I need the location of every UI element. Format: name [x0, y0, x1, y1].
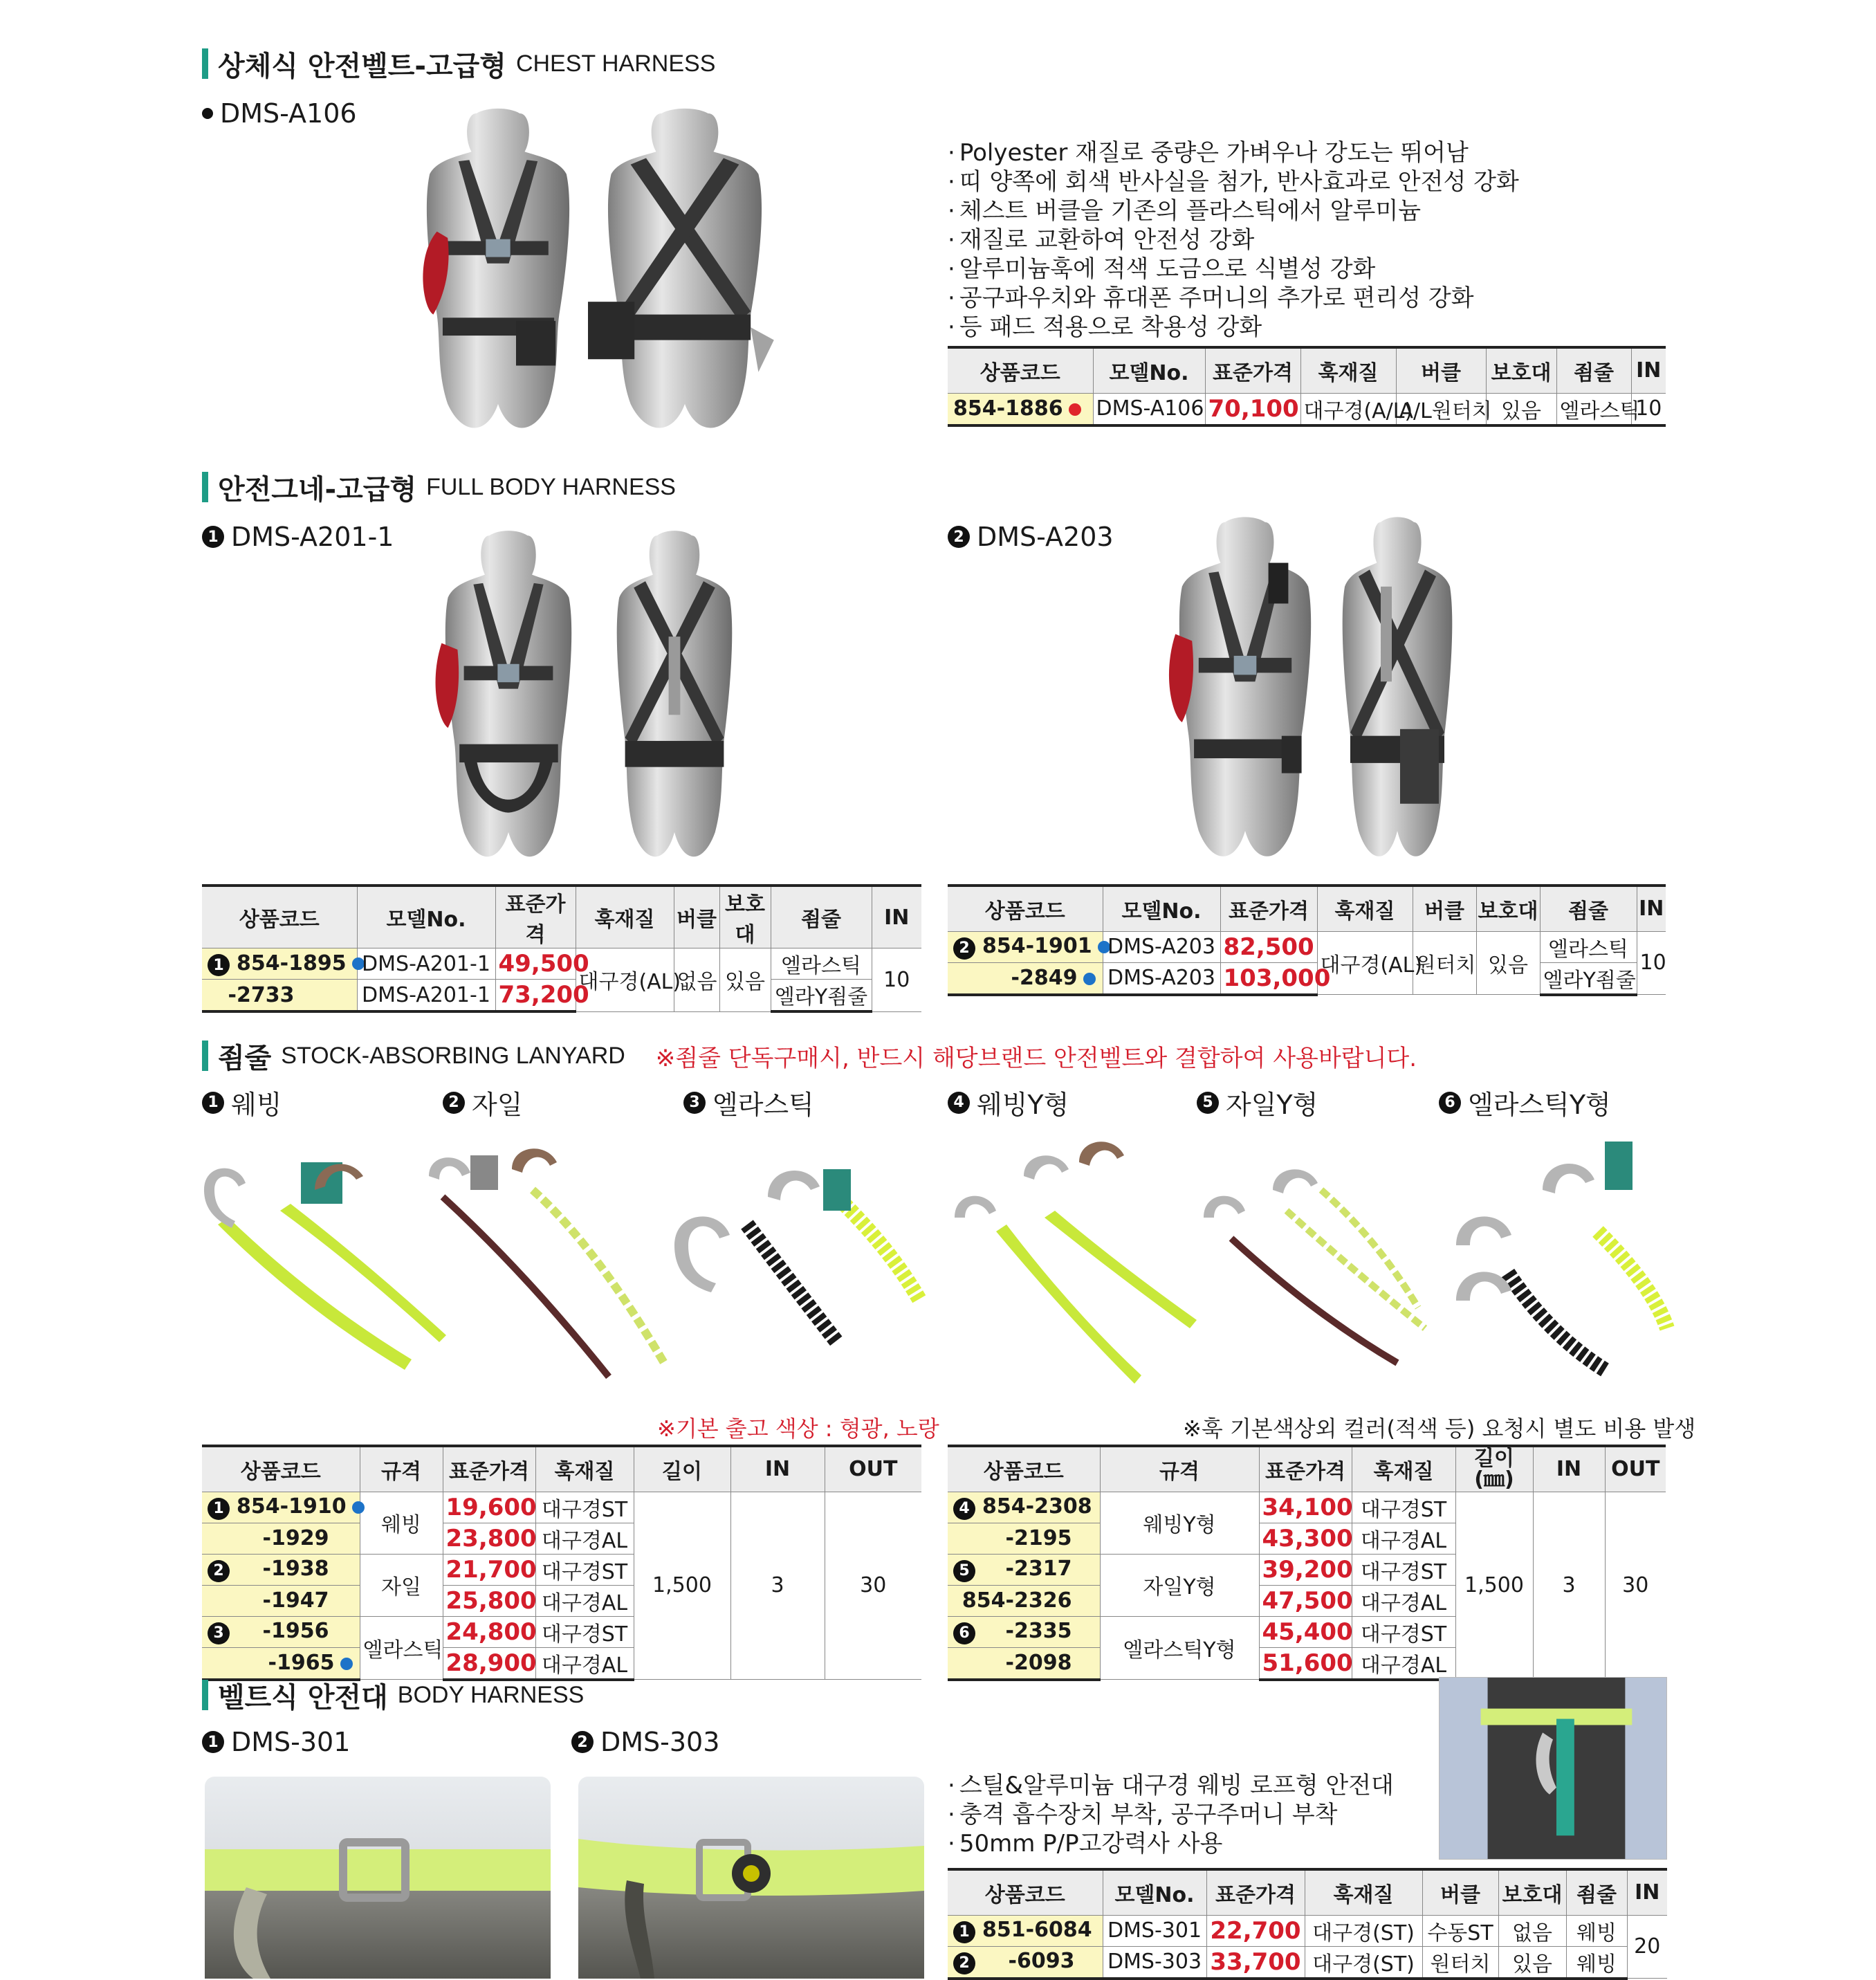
table-row: 1 854-1895 DMS-A201-1 49,500 대구경(AL) 없음 있음 엘라스틱 10 [202, 948, 921, 980]
title-accent-bar [202, 1041, 208, 1071]
price: 51,600 [1259, 1647, 1352, 1680]
title-accent-bar [202, 1680, 208, 1710]
table-row: 1 854-1910 웨빙 19,600 대구경ST 1,500 3 30 [202, 1492, 921, 1523]
number-badge-icon: 1 [208, 954, 230, 976]
product-code: 3 -1956 [202, 1616, 360, 1647]
belt-spec-table [948, 1868, 1667, 1980]
price: 23,800 [443, 1523, 535, 1554]
lanyard-section-title: 죔줄 STOCK-ABSORBING LANYARD ※죔줄 단독구매시, 반드시 해당브랜드 안전벨트와 결합하여 사용바랍니다. [202, 1038, 1417, 1074]
chest-harness-front-photo [408, 104, 588, 436]
table-header-row: 상품코드 모델No. 표준가격 훅재질 버클 보호대 죔줄 IN [948, 886, 1666, 931]
number-badge-icon: 2 [443, 1092, 465, 1114]
table-header-row: 상품코드 모델No. 표준가격 훅재질 버클 보호대 죔줄 IN [202, 886, 921, 948]
product-code: 4 854-2308 [948, 1492, 1100, 1523]
number-badge-icon: 1 [202, 526, 224, 548]
product-code: -1929 [202, 1523, 360, 1554]
elastic-lanyard-photo [664, 1135, 941, 1391]
price: 25,800 [443, 1585, 535, 1616]
number-badge-icon: 5 [953, 1560, 975, 1582]
full-section-title: 안전그네-고급형 FULL BODY HARNESS [202, 469, 676, 505]
dms303-photo [578, 1777, 924, 1979]
lanyard-color-note: ※기본 출고 색상 : 형광, 노랑 [657, 1415, 939, 1442]
elastic-y-lanyard-photo [1446, 1128, 1681, 1404]
title-accent-bar [202, 48, 208, 79]
bullet-icon [202, 108, 213, 119]
lanyard-left-table [202, 1445, 921, 1681]
webbing-y-lanyard-photo [941, 1135, 1204, 1397]
table-row: 2 -1938 자일 21,700 대구경ST [202, 1554, 921, 1585]
product-code: -2098 [948, 1647, 1100, 1680]
price: 28,900 [443, 1647, 535, 1680]
chest-section-title: 상체식 안전벨트-고급형 CHEST HARNESS [202, 46, 715, 82]
table-row: 1 851-6084 DMS-301 22,700 대구경(ST) 수동ST 없음 웨빙 20 [948, 1915, 1667, 1946]
rope-y-lanyard-photo [1190, 1135, 1439, 1397]
a201-spec-table [202, 884, 921, 1013]
price: 43,300 [1259, 1523, 1352, 1554]
price: 34,100 [1259, 1492, 1352, 1523]
product-code: -1947 [202, 1585, 360, 1616]
lanyard-type-label: 2 자일 [443, 1083, 522, 1121]
number-badge-icon: 1 [953, 1921, 975, 1943]
lanyard-right-table [948, 1445, 1666, 1681]
product-code: 1 854-1910 [202, 1492, 360, 1523]
price: 70,100 [1205, 393, 1300, 425]
number-badge-icon: 6 [953, 1622, 975, 1644]
lanyard-type-label: 5 자일Y형 [1197, 1083, 1318, 1121]
number-badge-icon: 1 [202, 1092, 224, 1114]
product-code: 2 -1938 [202, 1554, 360, 1585]
price: 21,700 [443, 1554, 535, 1585]
belt-feature-list [948, 1771, 1394, 1858]
chest-model-label: DMS-A106 [202, 98, 357, 129]
product-code: 854-1886 [948, 393, 1093, 425]
product-code: 854-2326 [948, 1585, 1100, 1616]
table-row: -1947 25,800 대구경AL [202, 1585, 921, 1616]
price: 103,000 [1220, 962, 1317, 995]
product-code: -2195 [948, 1523, 1100, 1554]
table-row: -2195 43,300 대구경AL [948, 1523, 1666, 1554]
a201-front-photo [429, 526, 588, 865]
feature-item: · 50mm P/P고강력사 사용 [948, 1829, 1394, 1858]
feature-item: · 스틸&알루미늄 대구경 웨빙 로프형 안전대 [948, 1771, 1394, 1800]
feature-item: · 재질로 교환하여 안전성 강화 [948, 226, 1519, 255]
table-row: 2 854-1901 DMS-A203 82,500 대구경(AL) 원터치 있음 엘라스틱 10 [948, 931, 1666, 962]
number-badge-icon: 3 [683, 1092, 706, 1114]
feature-item: · 알루미늄훅에 적색 도금으로 식별성 강화 [948, 255, 1519, 284]
chest-feature-list [948, 138, 1519, 342]
number-badge-icon: 1 [202, 1731, 224, 1753]
lanyard-type-label: 4 웨빙Y형 [948, 1083, 1069, 1121]
product-code: 5 -2317 [948, 1554, 1100, 1585]
belt-model-photo [1439, 1677, 1667, 1860]
full-model1-label: 1 DMS-A201-1 [202, 522, 394, 552]
price: 82,500 [1220, 931, 1317, 962]
product-code: 1 851-6084 [948, 1915, 1103, 1946]
lanyard-notice: ※죔줄 단독구매시, 반드시 해당브랜드 안전벨트와 결합하여 사용바랍니다. [655, 1044, 1417, 1072]
table-row: 854-1886 DMS-A106 70,100 대구경(A/L) A/L원터치 있음 엘라스틱 10 [948, 393, 1666, 425]
feature-item: · 공구파우치와 휴대폰 주머니의 추가로 편리성 강화 [948, 284, 1519, 313]
price: 33,700 [1206, 1946, 1305, 1979]
table-row: -2849 DMS-A203 103,000 엘라Y죔줄 [948, 962, 1666, 995]
feature-item: · 등 패드 적용으로 착용성 강화 [948, 313, 1519, 342]
lanyard-type-label: 3 엘라스틱 [683, 1083, 814, 1121]
table-row: 6 -2335 엘라스틱Y형 45,400 대구경ST [948, 1616, 1666, 1647]
table-row: -1965 28,900 대구경AL [202, 1647, 921, 1680]
a203-back-photo [1328, 512, 1466, 865]
belt-model2-label: 2 DMS-303 [571, 1727, 719, 1757]
a201-back-photo [602, 526, 747, 865]
rope-lanyard-photo [415, 1135, 678, 1391]
lanyard-hook-color-note: ※훅 기본색상외 컬러(적색 등) 요청시 별도 비용 발생 [1183, 1415, 1696, 1442]
table-row: -2733 DMS-A201-1 73,200 엘라Y죔줄 [202, 980, 921, 1012]
price: 39,200 [1259, 1554, 1352, 1585]
table-row: -1929 23,800 대구경AL [202, 1523, 921, 1554]
product-code: -1965 [202, 1647, 360, 1680]
blue-dot-icon [352, 1501, 365, 1514]
price: 19,600 [443, 1492, 535, 1523]
price: 45,400 [1259, 1616, 1352, 1647]
feature-item: · 체스트 버클을 기존의 플라스틱에서 알루미늄 [948, 196, 1519, 226]
number-badge-icon: 5 [1197, 1092, 1219, 1114]
table-header-row: 상품코드 규격 표준가격 훅재질 길이 (㎜) IN OUT [948, 1446, 1666, 1492]
full-model2-label: 2 DMS-A203 [948, 522, 1114, 552]
blue-dot-icon [340, 1658, 353, 1670]
a203-spec-table [948, 884, 1666, 996]
price: 49,500 [495, 948, 576, 980]
table-header-row: 상품코드 규격 표준가격 훅재질 길이 IN OUT [202, 1446, 921, 1492]
lanyard-type-label: 1 웨빙 [202, 1083, 282, 1121]
belt-model1-label: 1 DMS-301 [202, 1727, 350, 1757]
table-header-row: 상품코드 모델No. 표준가격 훅재질 버클 보호대 죔줄 IN [948, 347, 1666, 393]
number-badge-icon: 2 [208, 1560, 230, 1582]
number-badge-icon: 1 [208, 1498, 230, 1520]
product-code: -2733 [202, 980, 357, 1012]
table-row: 4 854-2308 웨빙Y형 34,100 대구경ST 1,500 3 30 [948, 1492, 1666, 1523]
price: 73,200 [495, 980, 576, 1012]
number-badge-icon: 4 [953, 1498, 975, 1520]
product-code: -2849 [948, 962, 1103, 995]
product-code: 1 854-1895 [202, 948, 357, 980]
number-badge-icon: 4 [948, 1092, 970, 1114]
price: 24,800 [443, 1616, 535, 1647]
price: 47,500 [1259, 1585, 1352, 1616]
table-row: 854-2326 47,500 대구경AL [948, 1585, 1666, 1616]
product-code: 2 -6093 [948, 1946, 1103, 1979]
product-code: 2 854-1901 [948, 931, 1103, 962]
number-badge-icon: 2 [953, 937, 975, 960]
table-row: 2 -6093 DMS-303 33,700 대구경(ST) 원터치 있음 웨빙 [948, 1946, 1667, 1979]
feature-item: · 띠 양쪽에 회색 반사실을 첨가, 반사효과로 안전성 강화 [948, 167, 1519, 196]
price: 22,700 [1206, 1915, 1305, 1946]
number-badge-icon: 2 [953, 1952, 975, 1974]
title-accent-bar [202, 472, 208, 502]
belt-section-title: 벨트식 안전대 BODY HARNESS [202, 1677, 584, 1713]
blue-dot-icon [1083, 973, 1096, 985]
red-dot-icon [1069, 403, 1081, 416]
number-badge-icon: 6 [1439, 1092, 1461, 1114]
table-row: 3 -1956 엘라스틱 24,800 대구경ST [202, 1616, 921, 1647]
a203-front-photo [1162, 512, 1328, 865]
feature-item: · 충격 흡수장치 부착, 공구주머니 부착 [948, 1800, 1394, 1829]
number-badge-icon: 3 [208, 1622, 230, 1644]
feature-item: · Polyester 재질로 중량은 가벼우나 강도는 뛰어남 [948, 138, 1519, 167]
table-row: -2098 51,600 대구경AL [948, 1647, 1666, 1680]
number-badge-icon: 2 [571, 1731, 594, 1753]
lanyard-type-label: 6 엘라스틱Y형 [1439, 1083, 1611, 1121]
dms301-photo [205, 1777, 551, 1979]
product-code: 6 -2335 [948, 1616, 1100, 1647]
table-row: 5 -2317 자일Y형 39,200 대구경ST [948, 1554, 1666, 1585]
chest-harness-back-photo [588, 104, 782, 436]
number-badge-icon: 2 [948, 526, 970, 548]
table-header-row: 상품코드 모델No. 표준가격 훅재질 버클 보호대 죔줄 IN [948, 1869, 1667, 1915]
chest-spec-table [948, 346, 1666, 427]
